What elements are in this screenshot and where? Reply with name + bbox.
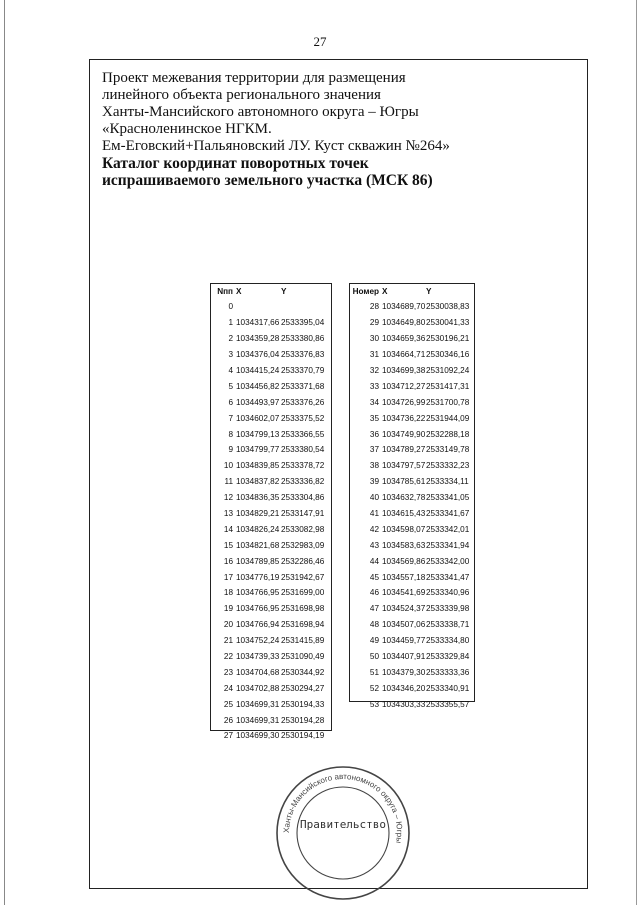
cell-x: 1034699,31 [236,699,280,709]
cell-y: 2533147,91 [281,509,325,519]
seal-center-text: Правительство [299,818,387,831]
table-row [350,617,474,633]
cell-y: 2530196,21 [426,334,470,344]
cell-x: 1034615,43 [382,509,426,519]
cell-y: 2530194,33 [281,699,325,709]
cell-x: 1034632,78 [382,493,426,503]
table-row [211,521,331,537]
cell-number: 4 [228,366,233,375]
table-header [211,284,331,299]
table-row [350,394,474,410]
cell-number: 25 [223,699,233,709]
cell-number: 28 [369,302,379,312]
table-row [350,442,474,458]
cell-x: 1034726,99 [382,397,426,407]
cell-number: 50 [369,652,379,662]
official-seal [275,765,411,901]
cell-x: 1034766,95 [236,604,280,614]
table-row [350,426,474,442]
cell-number: 19 [223,604,233,614]
cell-x: 1034493,97 [236,397,280,407]
cell-x: 1034524,37 [382,604,426,614]
cell-y: 2533339,98 [426,604,470,614]
table-row [350,363,474,379]
document-header [102,70,562,189]
cell-y: 2530346,16 [426,350,470,360]
cell-number: 7 [228,413,233,423]
cell-x: 1034776,19 [236,572,280,582]
cell-x: 1034659,36 [382,334,426,344]
cell-number: 24 [223,683,233,693]
cell-number: 32 [369,366,379,375]
table-row [350,331,474,347]
table-row [211,553,331,569]
cell-number: 51 [369,667,379,677]
cell-y: 2533341,67 [426,509,470,519]
cell-y: 2531415,89 [281,636,325,646]
cell-x: 1034702,88 [236,683,280,693]
cell-y: 2533370,79 [281,366,325,375]
cell-x: 1034569,86 [382,556,426,566]
cell-x: 1034766,95 [236,588,280,598]
cell-y: 2531944,09 [426,413,470,423]
cell-number: 22 [223,652,233,662]
cell-x: 1034789,85 [236,556,280,566]
table-row [350,410,474,426]
cell-y: 2533395,04 [281,318,325,328]
cell-y: 2533332,23 [426,461,470,471]
page-number: 27 [313,34,327,49]
cell-x: 1034736,22 [382,413,426,423]
cell-x: 1034799,13 [236,429,280,439]
cell-number: 49 [369,636,379,646]
cell-number: 39 [369,477,379,487]
cell-y: 2531698,98 [281,604,325,614]
cell-y: 2533366,55 [281,429,325,439]
table-row [350,696,474,712]
cell-y: 2533342,00 [426,556,470,566]
header-line: линейного объекта регионального значения [102,87,381,103]
cell-x: 1034839,85 [236,461,280,471]
cell-number: 26 [223,715,233,725]
table-row [350,633,474,649]
scan-edge-right [636,0,637,905]
cell-number: 16 [223,556,233,566]
cell-x: 1034739,33 [236,652,280,662]
cell-number: 10 [223,461,233,471]
cell-y: 2533341,05 [426,493,470,503]
cell-y: 2533334,11 [426,477,469,487]
cell-y: 2533338,71 [426,620,470,630]
header-line: «Красноленинское НГКМ. [102,121,272,137]
cell-x: 1034799,77 [236,445,280,455]
cell-x: 1034797,57 [382,461,426,471]
cell-number: 15 [223,540,233,550]
cell-x: 1034829,21 [236,509,280,519]
cell-number: 48 [369,620,379,630]
cell-number: 52 [369,683,379,693]
cell-x: 1034821,68 [236,540,280,550]
table-row [211,728,331,744]
table-row [211,585,331,601]
table-row [211,633,331,649]
cell-y: 2533355,57 [426,699,470,709]
cell-y: 2533376,83 [281,350,325,360]
cell-y: 2533341,94 [426,540,470,550]
cell-x: 1034459,77 [382,636,426,646]
cell-number: 0 [228,302,233,312]
cell-number: 23 [223,667,233,677]
cell-y: 2533340,96 [426,588,470,598]
seal-ring-text: Ханты-Мансийского автономного округа – Югры [281,771,405,844]
column-header-x: X [236,287,242,296]
cell-number: 41 [369,509,379,519]
cell-y: 2531090,49 [281,652,325,662]
cell-number: 36 [369,429,379,439]
cell-number: 2 [228,334,233,344]
cell-number: 14 [223,524,233,534]
table-row [211,315,331,331]
cell-number: 30 [369,334,379,344]
cell-x: 1034789,27 [382,445,426,455]
cell-y: 2530194,28 [281,715,325,725]
cell-number: 27 [223,731,233,741]
cell-y: 2531417,31 [426,381,470,391]
header-line: Ем-Еговский+Пальяновский ЛУ. Куст скважин №264» [102,138,450,154]
cell-number: 34 [369,397,379,407]
cell-number: 3 [228,350,233,360]
cell-number: 12 [223,493,233,503]
cell-number: 9 [228,445,233,455]
cell-y: 2533375,52 [281,413,325,423]
cell-x: 1034704,68 [236,667,280,677]
table-row [350,664,474,680]
cell-number: 17 [223,572,233,582]
table-row [350,378,474,394]
table-body [350,299,474,712]
table-row [211,378,331,394]
table-row [211,410,331,426]
cell-y: 2530294,27 [281,683,325,693]
table-row [211,299,331,315]
cell-y: 2533340,91 [426,683,470,693]
cell-x: 1034379,30 [382,667,426,677]
cell-number: 13 [223,509,233,519]
scan-edge-left [4,0,5,905]
cell-y: 2533334,80 [426,636,470,646]
table-row [350,601,474,617]
cell-x: 1034346,20 [382,683,426,693]
cell-x: 1034376,04 [236,350,280,360]
column-header-y: Y [281,287,287,296]
table-row [211,664,331,680]
cell-number: 6 [228,397,233,407]
column-header-number: Nпп [217,287,233,296]
cell-y: 2533082,98 [281,524,325,534]
table-row [350,347,474,363]
cell-y: 2533371,68 [281,381,325,391]
table-row [211,696,331,712]
coordinates-table-right [349,283,475,709]
cell-x: 1034456,82 [236,381,280,391]
table-row [350,315,474,331]
cell-y: 2531092,24 [426,366,470,375]
cell-x: 1034557,18 [382,572,426,582]
cell-x: 1034407,91 [382,652,426,662]
cell-x: 1034826,24 [236,524,280,534]
cell-x: 1034699,38 [382,366,426,375]
cell-number: 11 [224,477,233,487]
table-body [211,299,331,744]
table-row [211,490,331,506]
cell-x: 1034359,28 [236,334,280,344]
table-row [211,649,331,665]
column-header-number: Номер [352,287,379,296]
cell-y: 2533329,84 [426,652,470,662]
cell-number: 53 [369,699,379,709]
cell-y: 2533380,54 [281,445,325,455]
cell-y: 2533304,86 [281,493,325,503]
coordinates-table-left [210,283,332,741]
table-row [211,442,331,458]
cell-x: 1034785,61 [382,477,426,487]
cell-x: 1034583,63 [382,540,426,550]
cell-y: 2533378,72 [281,461,325,471]
catalog-title: Каталог координат поворотных точек [102,155,369,172]
table-row [211,601,331,617]
cell-x: 1034752,24 [236,636,280,646]
cell-number: 45 [369,572,379,582]
cell-x: 1034415,24 [236,366,280,375]
table-row [350,537,474,553]
cell-number: 35 [369,413,379,423]
table-row [211,537,331,553]
table-row [350,649,474,665]
cell-y: 2532288,18 [426,429,470,439]
cell-number: 42 [369,524,379,534]
cell-number: 31 [369,350,379,360]
cell-number: 21 [223,636,233,646]
table-row [211,363,331,379]
cell-y: 2532286,46 [281,556,325,566]
cell-x: 1034664,71 [382,350,426,360]
column-header-y: Y [426,287,432,296]
table-row [211,458,331,474]
cell-x: 1034507,06 [382,620,426,630]
cell-number: 47 [369,604,379,614]
table-row [350,506,474,522]
cell-number: 1 [228,318,233,328]
cell-y: 2531699,00 [281,588,325,598]
cell-x: 1034837,82 [236,477,280,487]
cell-y: 2530038,83 [426,302,470,312]
cell-y: 2533333,36 [426,667,470,677]
cell-x: 1034317,66 [236,318,280,328]
cell-number: 44 [369,556,379,566]
table-row [211,474,331,490]
cell-x: 1034602,07 [236,413,280,423]
cell-y: 2533336,82 [281,477,325,487]
cell-x: 1034303,33 [382,699,426,709]
header-line: Ханты-Мансийского автономного округа – Югры [102,104,419,120]
cell-x: 1034712,27 [382,381,426,391]
table-row [211,331,331,347]
table-row [211,394,331,410]
cell-x: 1034598,07 [382,524,426,534]
cell-x: 1034541,69 [382,588,426,598]
table-row [211,347,331,363]
cell-x: 1034766,94 [236,620,280,630]
cell-y: 2533149,78 [426,445,470,455]
cell-x: 1034649,80 [382,318,426,328]
table-row [211,617,331,633]
table-row [211,712,331,728]
table-row [350,490,474,506]
cell-x: 1034699,31 [236,715,280,725]
cell-number: 8 [228,429,233,439]
cell-number: 40 [369,493,379,503]
cell-number: 5 [228,381,233,391]
cell-y: 2531942,67 [281,572,325,582]
cell-y: 2533380,86 [281,334,325,344]
cell-y: 2533376,26 [281,397,325,407]
cell-y: 2530041,33 [426,318,470,328]
cell-x: 1034836,35 [236,493,280,503]
cell-x: 1034689,70 [382,302,426,312]
table-row [350,553,474,569]
cell-y: 2531700,78 [426,397,470,407]
table-row [211,506,331,522]
cell-x: 1034699,30 [236,731,280,741]
cell-y: 2533341,47 [426,572,470,582]
table-row [350,299,474,315]
cell-number: 29 [369,318,379,328]
table-row [350,474,474,490]
cell-y: 2530344,92 [281,667,325,677]
cell-y: 2533342,01 [426,524,470,534]
cell-number: 33 [369,381,379,391]
cell-number: 38 [369,461,379,471]
cell-number: 43 [369,540,379,550]
cell-number: 37 [369,445,379,455]
cell-x: 1034749,90 [382,429,426,439]
cell-number: 20 [223,620,233,630]
catalog-subtitle: испрашиваемого земельного участка (МСК 86) [102,172,433,189]
table-row [350,458,474,474]
table-row [350,680,474,696]
cell-y: 2531698,94 [281,620,325,630]
table-row [350,569,474,585]
cell-number: 46 [369,588,379,598]
table-row [211,426,331,442]
table-row [211,569,331,585]
cell-y: 2530194,19 [281,731,325,741]
table-header [350,284,474,299]
table-row [211,680,331,696]
column-header-x: X [382,287,388,296]
table-row [350,521,474,537]
table-row [350,585,474,601]
cell-number: 18 [223,588,233,598]
cell-y: 2532983,09 [281,540,325,550]
header-line: Проект межевания территории для размещения [102,70,406,86]
